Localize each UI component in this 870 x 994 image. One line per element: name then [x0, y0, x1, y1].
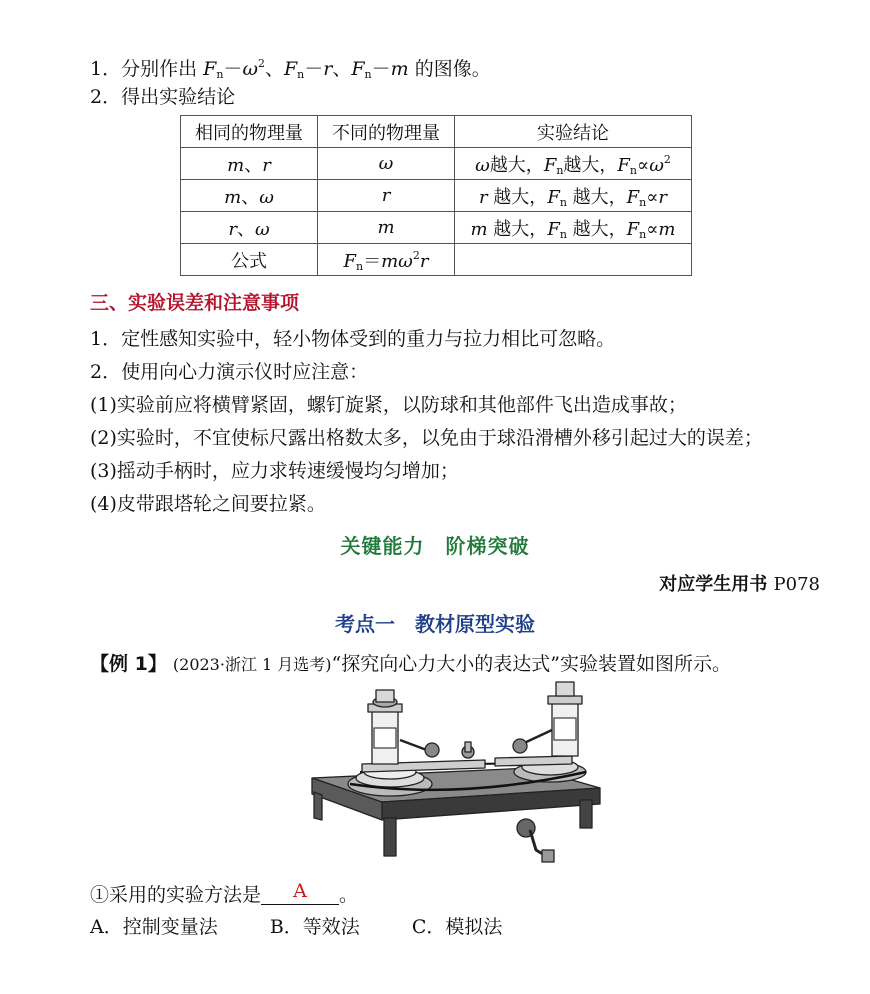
answer-blank: A	[261, 882, 339, 905]
question-line	[90, 880, 359, 907]
section-3-item-2: 2．使用向心力演示仪时应注意：	[90, 361, 369, 383]
table-row	[181, 244, 692, 276]
cell-same: r、ω	[181, 212, 318, 244]
formula-fn-r: $F_n-r$	[283, 58, 333, 81]
table-header-row	[181, 116, 692, 148]
cell-same: m、r	[181, 148, 318, 180]
reference-label: 对应学生用书	[659, 574, 774, 595]
cell-diff: r	[318, 180, 455, 212]
key-ability-title: 关键能力 阶梯突破	[340, 534, 530, 558]
section-3-sub-4: (4)皮带跟塔轮之间要拉紧。	[90, 493, 326, 515]
example-text: “探究向心力大小的表达式”实验装置如图所示。	[331, 653, 731, 675]
reference-note	[659, 570, 820, 596]
cell-same: m、ω	[181, 180, 318, 212]
cell-diff: $F_n=m\omega^2r$	[318, 244, 455, 276]
option-c: C．模拟法	[411, 916, 503, 938]
apparatus-icon	[312, 682, 600, 862]
example-line	[90, 652, 731, 677]
example-tag: 【例 1】	[90, 653, 167, 675]
section-3-item-1: 1．定性感知实验中，轻小物体受到的重力与拉力相比可忽略。	[90, 328, 616, 350]
header-conclusion: 实验结论	[455, 116, 692, 148]
item-1: 1．分别作出 $F_n-\omega^2$、$F_n-r$、$F_n-m$ 的图像。	[90, 57, 491, 81]
centripetal-apparatus-figure	[300, 680, 610, 872]
section-3-title: 三、实验误差和注意事项	[90, 292, 300, 314]
section-3-sub-1: (1)实验前应将横臂紧固，螺钉旋紧，以防球和其他部件飞出造成事故；	[90, 394, 687, 416]
conclusion-table	[180, 115, 692, 276]
header-diff: 不同的物理量	[318, 116, 455, 148]
cell-conclusion: ω越大，$F_n$越大，$F_n\propto\omega^2$	[455, 148, 692, 180]
question-suffix: 。	[339, 884, 359, 906]
formula-fn-omega2: $F_n-\omega^2$	[203, 57, 265, 81]
question-prefix: ①采用的实验方法是	[90, 884, 262, 906]
table-row	[181, 148, 692, 180]
section-3-sub-2: (2)实验时，不宜使标尺露出格数太多，以免由于球沿滑槽外移引起过大的误差；	[90, 427, 763, 449]
section-3-sub-3: (3)摇动手柄时，应力求转速缓慢均匀增加；	[90, 460, 459, 482]
cell-diff: ω	[318, 148, 455, 180]
reference-page: P078	[773, 574, 820, 595]
option-b: B．等效法	[269, 916, 360, 938]
item-2: 2．得出实验结论	[90, 86, 236, 108]
cell-conclusion: m 越大，$F_n$ 越大，$F_n\propto m$	[455, 212, 692, 244]
cell-same: 公式	[181, 244, 318, 276]
header-same: 相同的物理量	[181, 116, 318, 148]
example-source: (2023·浙江 1 月选考)	[172, 655, 332, 674]
option-a: A．控制变量法	[90, 916, 218, 938]
table-row	[181, 180, 692, 212]
table-row	[181, 212, 692, 244]
cell-diff: m	[318, 212, 455, 244]
formula-fn-m: $F_n-m$	[351, 58, 409, 81]
point-title: 考点一 教材原型实验	[335, 612, 535, 636]
cell-conclusion	[455, 244, 692, 276]
options-line	[90, 915, 502, 939]
cell-conclusion: r 越大，$F_n$ 越大，$F_n\propto r$	[455, 180, 692, 212]
